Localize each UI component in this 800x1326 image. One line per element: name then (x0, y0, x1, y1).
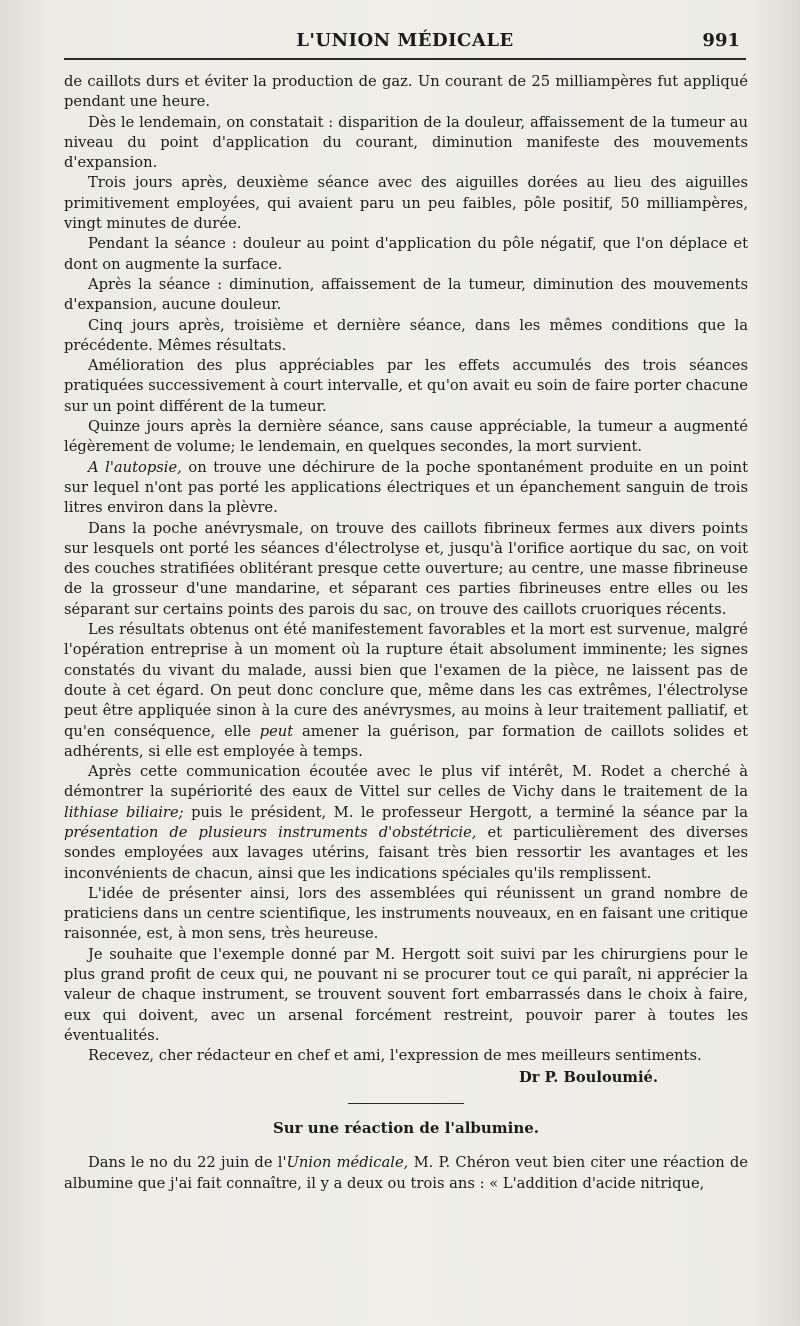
paragraph-text: amener la guérison, par formation de caillots solides et adhérents, si elle est employée à temps. (64, 722, 748, 760)
paragraph: Cinq jours après, troisième et dernière séance, dans les mêmes conditions que la précédente. Mêmes résultats. (64, 316, 748, 354)
paragraph: Trois jours après, deuxième séance avec des aiguilles dorées au lieu des aiguilles primitivement employées, qui avaient paru un peu faibles, pôle positif, 50 milliampères, vingt minutes de durée. (64, 174, 748, 233)
paragraph: Recevez, cher rédacteur en chef et ami, l'expression de mes meilleurs sentiments. (88, 1047, 702, 1065)
paragraph (64, 620, 748, 762)
section-divider (348, 1103, 464, 1104)
paragraph (64, 458, 748, 519)
emphasis: présentation de plusieurs instruments d'obstétricie, (64, 823, 477, 841)
emphasis: A l'autopsie, (88, 458, 182, 476)
emphasis: lithiase biliaire; (64, 803, 184, 821)
article-body (64, 72, 748, 1067)
paragraph-text: Les résultats obtenus ont été manifestement favorables et la mort est survenue, malgré l'opération entreprise à un moment où la rupture était absolument imminente; les signes constatés du vivant du malade, aussi bien que l'examen de la pièce, ne laissent pas de doute à cet égard. On peut donc conclure que, même dans les cas extrêmes, l'électrolyse peut être appliquée sinon à la cure des anévrysmes, au moins à leur traitement palliatif, et qu'en conséquence, elle (64, 621, 748, 740)
paragraph (64, 1152, 748, 1194)
paragraph: Dès le lendemain, on constatait : disparition de la douleur, affaissement de la tumeur au niveau du point d'application du courant, diminution manifeste des mouvements d'expansion. (64, 113, 748, 172)
paragraph: Je souhaite que l'exemple donné par M. Hergott soit suivi par les chirurgiens pour le plus grand profit de ceux qui, ne pouvant ni se procurer tout ce qui paraît, ni apprécier la valeur de chaque instrument, se trouvent souvent fort embarrassés dans le choix à faire, eux qui doivent, avec un arsenal forcément restreint, pouvoir parer à toutes les éventualités. (64, 945, 748, 1044)
paragraph: Dans la poche anévrysmale, on trouve des caillots fibrineux fermes aux divers points sur lesquels ont porté les séances d'électrolyse et, jusqu'à l'orifice aortique du sac, on voit des couches stratifiées oblitérant presque cette ouverture; au centre, une masse fibrineuse de la grosseur d'une mandarine, et séparant ces parties fibrineuses entre elles ou les séparant sur certains points des parois du sac, on trouve des caillots cruoriques récents. (64, 519, 748, 618)
paragraph-text: on trouve une déchirure de la poche spontanément produite en un point sur lequel n'ont pas porté les applications électriques et un épanchement sanguin de trois litres environ dans la plèvre. (64, 458, 748, 517)
page-number: 991 (702, 30, 740, 51)
paragraph-text: puis le président, M. le professeur Hergott, a terminé la séance par la (183, 803, 749, 821)
paragraph: Quinze jours après la dernière séance, sans cause appréciable, la tumeur a augmenté légèrement de volume; le lendemain, en quelques secondes, la mort survient. (64, 418, 748, 456)
paragraph: Amélioration des plus appréciables par les effets accumulés des trois séances pratiquées successivement à court intervalle, et qu'on avait eu soin de faire porter chacune sur un point différent de la tumeur. (64, 357, 748, 415)
signature: Dr P. Bouloumié. (519, 1068, 658, 1086)
journal-title: L'UNION MÉDICALE (296, 30, 514, 51)
paragraph-text: Après cette communication écoutée avec le plus vif intérêt, M. Rodet a cherché à démontrer la supériorité des eaux de Vittel sur celles de Vichy dans le traitement de la (64, 763, 748, 801)
paragraph: Après la séance : diminution, affaissement de la tumeur, diminution des mouvements d'expansion, aucune douleur. (64, 275, 748, 314)
emphasis: peut (259, 722, 294, 740)
paragraph: de caillots durs et éviter la production de gaz. Un courant de 25 milliampères fut appliqué pendant une heure. (64, 73, 748, 111)
emphasis: Union médicale, (286, 1153, 409, 1171)
paragraph-text: Dans le no du 22 juin de l' (88, 1153, 287, 1171)
paragraph-text: M. P. Chéron veut bien citer une réaction de albumine que j'ai fait connaître, il y a deux ou trois ans : « L'addition d'acide nitrique, (64, 1153, 748, 1192)
running-head (64, 28, 746, 60)
paragraph: Pendant la séance : douleur au point d'application du pôle négatif, que l'on déplace et dont on augmente la surface. (64, 235, 748, 273)
section-heading: Sur une réaction de l'albumine. (272, 1118, 540, 1137)
section-body (64, 1152, 748, 1194)
paragraph: L'idée de présenter ainsi, lors des assemblées qui réunissent un grand nombre de praticiens dans un centre scientifique, les instruments nouveaux, en en faisant une critique raisonnée, est, à mon sens, très heureuse. (64, 884, 748, 943)
paragraph (64, 762, 748, 884)
paragraph-text: et particulièrement des diverses sondes employées aux lavages utérins, faisant très bien ressortir les avantages et les inconvénients de chacun, ainsi que les indications spéciales qu'ils remplissent. (64, 823, 748, 882)
